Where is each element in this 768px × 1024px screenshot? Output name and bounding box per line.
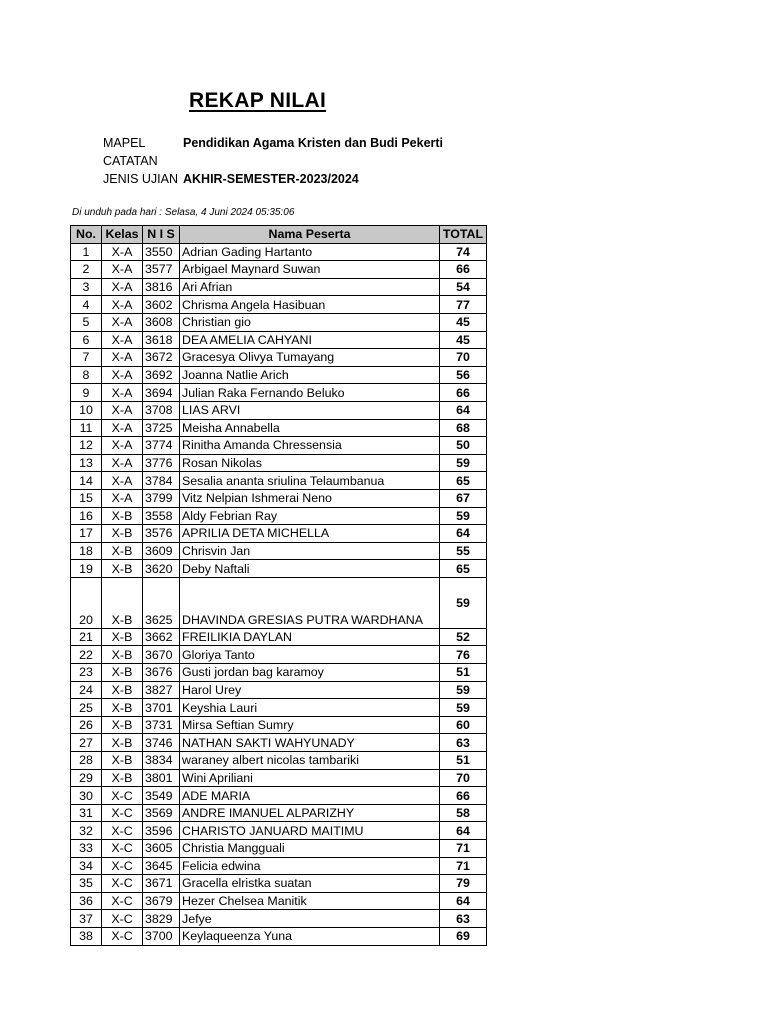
catatan-label: CATATAN [103, 154, 158, 168]
cell-nis: 3725 [143, 419, 180, 437]
cell-kelas: X-B [102, 716, 143, 734]
table-row [71, 278, 487, 296]
cell-kelas: X-B [102, 507, 143, 525]
cell-nis: 3662 [143, 628, 180, 646]
cell-kelas: X-C [102, 892, 143, 910]
cell-nis: 3558 [143, 507, 180, 525]
table-row [71, 313, 487, 331]
header-total: TOTAL [440, 226, 487, 244]
cell-nama: Sesalia ananta sriulina Telaumbanua [180, 472, 440, 490]
cell-total: 71 [440, 840, 487, 858]
cell-total: 59 [440, 699, 487, 717]
cell-total: 74 [440, 243, 487, 261]
cell-nis: 3701 [143, 699, 180, 717]
header-no: No. [71, 226, 102, 244]
cell-no: 1 [71, 243, 102, 261]
cell-no: 31 [71, 804, 102, 822]
cell-no: 23 [71, 664, 102, 682]
table-row [71, 840, 487, 858]
table-row [71, 577, 487, 628]
cell-nis: 3625 [143, 577, 180, 628]
table-row [71, 384, 487, 402]
cell-total: 64 [440, 822, 487, 840]
cell-total: 52 [440, 628, 487, 646]
cell-nama: Wini Apriliani [180, 769, 440, 787]
cell-kelas: X-A [102, 472, 143, 490]
cell-kelas: X-B [102, 628, 143, 646]
cell-kelas: X-A [102, 437, 143, 455]
cell-no: 2 [71, 261, 102, 279]
cell-no: 38 [71, 927, 102, 945]
cell-no: 35 [71, 875, 102, 893]
jenis-ujian-value: AKHIR-SEMESTER-2023/2024 [183, 172, 359, 186]
cell-no: 30 [71, 787, 102, 805]
cell-kelas: X-A [102, 419, 143, 437]
cell-nama: Julian Raka Fernando Beluko [180, 384, 440, 402]
cell-nis: 3672 [143, 349, 180, 367]
cell-nama: Hezer Chelsea Manitik [180, 892, 440, 910]
cell-kelas: X-A [102, 489, 143, 507]
cell-total: 56 [440, 366, 487, 384]
table-row [71, 366, 487, 384]
cell-nama: Christian gio [180, 313, 440, 331]
cell-total: 70 [440, 769, 487, 787]
meta-row-catatan [103, 152, 443, 170]
cell-nis: 3671 [143, 875, 180, 893]
cell-total: 55 [440, 542, 487, 560]
cell-total: 59 [440, 681, 487, 699]
cell-kelas: X-A [102, 384, 143, 402]
cell-total: 64 [440, 892, 487, 910]
cell-nama: DEA AMELIA CAHYANI [180, 331, 440, 349]
table-row [71, 489, 487, 507]
table-row [71, 454, 487, 472]
cell-nama: Rosan Nikolas [180, 454, 440, 472]
cell-no: 22 [71, 646, 102, 664]
cell-nis: 3569 [143, 804, 180, 822]
cell-kelas: X-B [102, 664, 143, 682]
page-title: REKAP NILAI [189, 89, 327, 112]
cell-no: 5 [71, 313, 102, 331]
exam-meta [103, 134, 443, 188]
table-row [71, 261, 487, 279]
cell-no: 12 [71, 437, 102, 455]
cell-kelas: X-B [102, 542, 143, 560]
cell-nama: Keylaqueenza Yuna [180, 927, 440, 945]
cell-total: 45 [440, 331, 487, 349]
cell-nama: CHARISTO JANUARD MAITIMU [180, 822, 440, 840]
cell-total: 63 [440, 910, 487, 928]
cell-no: 7 [71, 349, 102, 367]
table-row [71, 507, 487, 525]
cell-nama: ANDRE IMANUEL ALPARIZHY [180, 804, 440, 822]
cell-total: 67 [440, 489, 487, 507]
cell-kelas: X-B [102, 734, 143, 752]
cell-nama: Meisha Annabella [180, 419, 440, 437]
cell-no: 6 [71, 331, 102, 349]
cell-no: 36 [71, 892, 102, 910]
cell-nis: 3618 [143, 331, 180, 349]
cell-nis: 3608 [143, 313, 180, 331]
table-row [71, 243, 487, 261]
cell-kelas: X-A [102, 349, 143, 367]
mapel-label: MAPEL [103, 136, 146, 150]
cell-total: 59 [440, 454, 487, 472]
cell-nama: Felicia edwina [180, 857, 440, 875]
cell-kelas: X-A [102, 331, 143, 349]
cell-no: 25 [71, 699, 102, 717]
table-row [71, 892, 487, 910]
cell-nama: Deby Naftali [180, 560, 440, 578]
cell-nama: Ari Afrian [180, 278, 440, 296]
cell-kelas: X-C [102, 910, 143, 928]
table-row [71, 331, 487, 349]
cell-no: 32 [71, 822, 102, 840]
cell-nis: 3676 [143, 664, 180, 682]
table-row [71, 734, 487, 752]
cell-kelas: X-B [102, 560, 143, 578]
cell-nama: Keyshia Lauri [180, 699, 440, 717]
cell-nis: 3700 [143, 927, 180, 945]
cell-nis: 3609 [143, 542, 180, 560]
cell-kelas: X-C [102, 857, 143, 875]
cell-kelas: X-A [102, 278, 143, 296]
cell-total: 45 [440, 313, 487, 331]
cell-no: 29 [71, 769, 102, 787]
cell-total: 64 [440, 401, 487, 419]
cell-total: 77 [440, 296, 487, 314]
cell-kelas: X-B [102, 646, 143, 664]
table-row [71, 910, 487, 928]
cell-kelas: X-A [102, 243, 143, 261]
table-row [71, 875, 487, 893]
cell-nis: 3550 [143, 243, 180, 261]
cell-kelas: X-C [102, 840, 143, 858]
cell-nis: 3596 [143, 822, 180, 840]
cell-nis: 3731 [143, 716, 180, 734]
cell-nis: 3799 [143, 489, 180, 507]
cell-kelas: X-A [102, 401, 143, 419]
cell-no: 16 [71, 507, 102, 525]
cell-no: 9 [71, 384, 102, 402]
table-row [71, 646, 487, 664]
cell-nis: 3776 [143, 454, 180, 472]
cell-nama: Chrisma Angela Hasibuan [180, 296, 440, 314]
cell-nama: FREILIKIA DAYLAN [180, 628, 440, 646]
table-row [71, 472, 487, 490]
table-row [71, 401, 487, 419]
cell-nis: 3679 [143, 892, 180, 910]
cell-nama: Chrisvin Jan [180, 542, 440, 560]
cell-nama: LIAS ARVI [180, 401, 440, 419]
table-row [71, 716, 487, 734]
cell-no: 37 [71, 910, 102, 928]
cell-no: 8 [71, 366, 102, 384]
cell-no: 33 [71, 840, 102, 858]
cell-kelas: X-B [102, 769, 143, 787]
cell-nis: 3620 [143, 560, 180, 578]
cell-total: 54 [440, 278, 487, 296]
header-nis: N I S [143, 226, 180, 244]
cell-nama: Jefye [180, 910, 440, 928]
cell-kelas: X-B [102, 699, 143, 717]
cell-no: 19 [71, 560, 102, 578]
cell-nis: 3708 [143, 401, 180, 419]
cell-nama: Rinitha Amanda Chressensia [180, 437, 440, 455]
cell-nama: NATHAN SAKTI WAHYUNADY [180, 734, 440, 752]
table-row [71, 349, 487, 367]
cell-nis: 3801 [143, 769, 180, 787]
cell-nis: 3645 [143, 857, 180, 875]
cell-nama: Gracesya Olivya Tumayang [180, 349, 440, 367]
table-row [71, 857, 487, 875]
cell-no: 24 [71, 681, 102, 699]
cell-kelas: X-C [102, 927, 143, 945]
cell-kelas: X-A [102, 261, 143, 279]
cell-nis: 3577 [143, 261, 180, 279]
cell-kelas: X-B [102, 577, 143, 628]
cell-total: 69 [440, 927, 487, 945]
cell-no: 3 [71, 278, 102, 296]
cell-total: 66 [440, 384, 487, 402]
cell-kelas: X-C [102, 804, 143, 822]
cell-kelas: X-C [102, 787, 143, 805]
meta-row-mapel [103, 134, 443, 152]
cell-total: 65 [440, 560, 487, 578]
cell-no: 18 [71, 542, 102, 560]
cell-no: 15 [71, 489, 102, 507]
header-kelas: Kelas [102, 226, 143, 244]
jenis-ujian-label: JENIS UJIAN [103, 172, 179, 186]
meta-row-jenis-ujian [103, 170, 443, 188]
table-row [71, 542, 487, 560]
cell-nama: ADE MARIA [180, 787, 440, 805]
cell-no: 17 [71, 525, 102, 543]
mapel-value: Pendidikan Agama Kristen dan Budi Pekerti [183, 136, 444, 150]
table-row [71, 927, 487, 945]
cell-nama: Christia Mangguali [180, 840, 440, 858]
cell-nis: 3829 [143, 910, 180, 928]
cell-kelas: X-C [102, 875, 143, 893]
cell-total: 66 [440, 787, 487, 805]
cell-nama: Vitz Nelpian Ishmerai Neno [180, 489, 440, 507]
cell-total: 65 [440, 472, 487, 490]
cell-nis: 3576 [143, 525, 180, 543]
cell-nama: Joanna Natlie Arich [180, 366, 440, 384]
table-row [71, 628, 487, 646]
cell-total: 71 [440, 857, 487, 875]
table-row [71, 769, 487, 787]
cell-kelas: X-A [102, 296, 143, 314]
table-row [71, 804, 487, 822]
cell-no: 21 [71, 628, 102, 646]
cell-kelas: X-B [102, 752, 143, 770]
cell-total: 70 [440, 349, 487, 367]
cell-nis: 3784 [143, 472, 180, 490]
cell-total: 66 [440, 261, 487, 279]
cell-total: 76 [440, 646, 487, 664]
cell-no: 27 [71, 734, 102, 752]
cell-nis: 3827 [143, 681, 180, 699]
table-row [71, 437, 487, 455]
cell-total: 58 [440, 804, 487, 822]
table-row [71, 699, 487, 717]
cell-nis: 3746 [143, 734, 180, 752]
cell-total: 64 [440, 525, 487, 543]
cell-kelas: X-A [102, 454, 143, 472]
table-row [71, 787, 487, 805]
cell-nis: 3694 [143, 384, 180, 402]
cell-no: 11 [71, 419, 102, 437]
cell-no: 26 [71, 716, 102, 734]
cell-no: 34 [71, 857, 102, 875]
table-row [71, 419, 487, 437]
cell-nama: Gracella elristka suatan [180, 875, 440, 893]
table-header-row [71, 226, 487, 244]
cell-kelas: X-A [102, 366, 143, 384]
cell-total: 68 [440, 419, 487, 437]
cell-no: 13 [71, 454, 102, 472]
table-row [71, 822, 487, 840]
cell-nis: 3816 [143, 278, 180, 296]
cell-no: 10 [71, 401, 102, 419]
cell-nis: 3834 [143, 752, 180, 770]
cell-total: 51 [440, 664, 487, 682]
cell-no: 20 [71, 577, 102, 628]
cell-no: 4 [71, 296, 102, 314]
cell-nama: waraney albert nicolas tambariki [180, 752, 440, 770]
cell-total: 59 [440, 507, 487, 525]
cell-nama: Mirsa Seftian Sumry [180, 716, 440, 734]
cell-kelas: X-B [102, 525, 143, 543]
cell-total: 79 [440, 875, 487, 893]
cell-nis: 3602 [143, 296, 180, 314]
cell-kelas: X-B [102, 681, 143, 699]
cell-nis: 3774 [143, 437, 180, 455]
cell-no: 14 [71, 472, 102, 490]
download-timestamp: Di unduh pada hari : Selasa, 4 Juni 2024 05:35:06 [72, 207, 295, 218]
cell-nama: Adrian Gading Hartanto [180, 243, 440, 261]
cell-nis: 3692 [143, 366, 180, 384]
cell-total: 63 [440, 734, 487, 752]
cell-nama: Gloriya Tanto [180, 646, 440, 664]
cell-nama: Gusti jordan bag karamoy [180, 664, 440, 682]
cell-total: 60 [440, 716, 487, 734]
cell-nama: APRILIA DETA MICHELLA [180, 525, 440, 543]
cell-nama: DHAVINDA GRESIAS PUTRA WARDHANA [180, 577, 440, 628]
cell-nama: Arbigael Maynard Suwan [180, 261, 440, 279]
cell-nis: 3605 [143, 840, 180, 858]
table-row [71, 525, 487, 543]
cell-kelas: X-C [102, 822, 143, 840]
cell-total: 51 [440, 752, 487, 770]
cell-nama: Harol Urey [180, 681, 440, 699]
header-nama-peserta: Nama Peserta [180, 226, 440, 244]
cell-total: 59 [440, 577, 487, 628]
score-table [70, 225, 487, 946]
cell-nis: 3549 [143, 787, 180, 805]
table-row [71, 664, 487, 682]
cell-nama: Aldy Febrian Ray [180, 507, 440, 525]
table-body [71, 243, 487, 945]
table-row [71, 752, 487, 770]
table-row [71, 681, 487, 699]
cell-kelas: X-A [102, 313, 143, 331]
table-row [71, 296, 487, 314]
cell-total: 50 [440, 437, 487, 455]
cell-no: 28 [71, 752, 102, 770]
table-row [71, 560, 487, 578]
cell-nis: 3670 [143, 646, 180, 664]
